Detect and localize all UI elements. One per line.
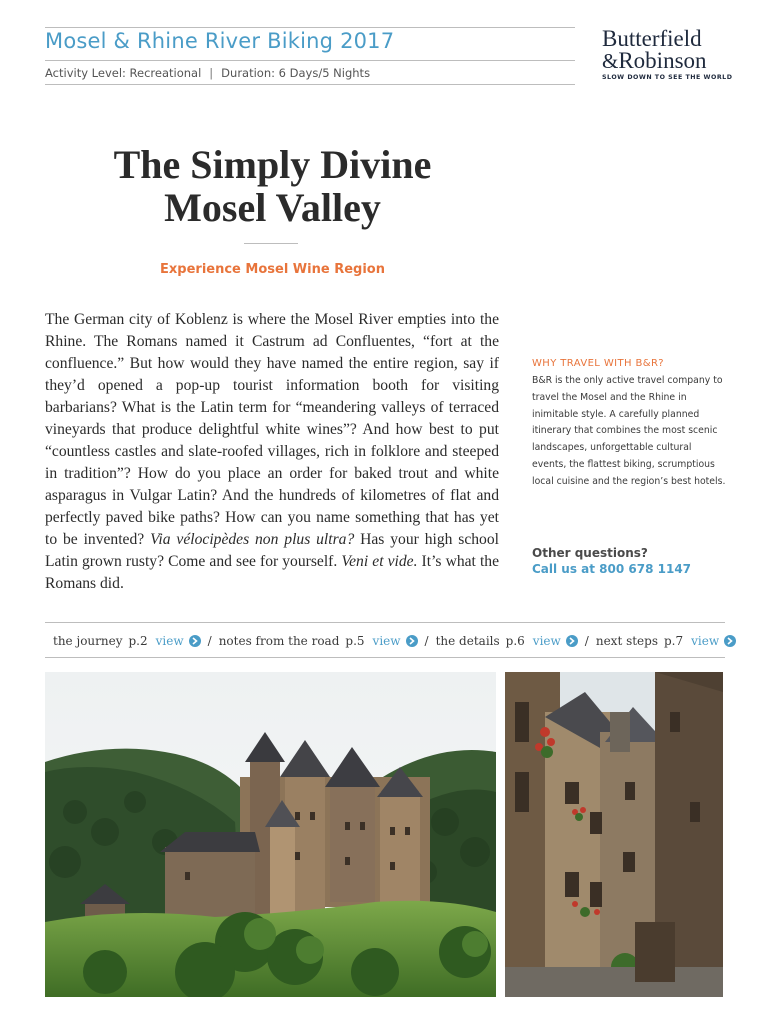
logo-wordmark-line2: [602, 50, 732, 72]
chevron-right-circle-icon[interactable]: [406, 635, 418, 647]
brand-logo: [602, 28, 732, 81]
trip-meta: [45, 66, 370, 80]
activity-level: Activity Level: Recreational: [45, 66, 202, 80]
logo-wordmark-line1: Butterfield: [602, 26, 702, 51]
header-middle-rule: [45, 60, 575, 61]
chevron-right-circle-icon[interactable]: [566, 635, 578, 647]
nav-item-notes: [219, 634, 418, 648]
logo-wordmark-robinson: Robinson: [618, 48, 707, 73]
call-us-link[interactable]: Call us at 800 678 1147: [532, 562, 692, 576]
nav-label: the journey: [53, 634, 123, 648]
nav-bottom-rule: [45, 657, 725, 658]
body-text-part2: Has your high school Latin grown rusty? Come and see for yourself.: [45, 531, 499, 570]
body-text-part3: It’s what the Romans did.: [45, 553, 500, 592]
logo-tagline: SLOW DOWN TO SEE THE WORLD: [602, 74, 733, 81]
page-title: The Simply Divine Mosel Valley: [113, 142, 432, 230]
nav-separator: /: [584, 634, 589, 648]
nav-separator: /: [424, 634, 429, 648]
intro-paragraph: [45, 309, 499, 595]
nav-label: notes from the road: [218, 634, 340, 648]
view-notes-link[interactable]: view: [372, 634, 401, 648]
page-subtitle: Experience Mosel Wine Region: [160, 262, 385, 277]
view-journey-link[interactable]: view: [155, 634, 184, 648]
view-next-steps-link[interactable]: view: [691, 634, 720, 648]
nav-item-details: [436, 634, 578, 648]
chevron-right-circle-icon[interactable]: [189, 635, 201, 647]
body-italic-phrase2: Veni et vide.: [341, 553, 418, 570]
body-text-part1: The German city of Koblenz is where the Mosel River empties into the Rhine. The Romans named it Castrum ad Confluentes, “fort at the confluence.” But how would they have named the entire region, say if they’d opened a pop-up tourist information booth for visiting barbarians? What is the Latin term for “meandering valleys of terraced vineyards that produce delightful white wines”? And how best to put “countless castles and slate-roofed villages, rich in folklore and steeped in tradition”? How do you place an order for baked trout and white asparagus in Vulgar Latin? And the hundreds of kilometres of flat and perfectly paved bike paths? How can you name something that has yet to be invented?: [45, 311, 499, 548]
header-bottom-rule: [45, 84, 575, 85]
trip-title: Mosel & Rhine River Biking 2017: [45, 29, 395, 53]
nav-item-next-steps: [596, 634, 736, 648]
nav-label: next steps: [595, 634, 658, 648]
chevron-right-circle-icon[interactable]: [724, 635, 736, 647]
castle-photo: [45, 672, 496, 997]
header-top-rule: [45, 27, 575, 28]
logo-ampersand: &: [602, 49, 619, 73]
nav-page-number: p.5: [345, 634, 365, 648]
section-nav: [53, 632, 736, 650]
nav-separator: /: [207, 634, 212, 648]
body-italic-phrase1: Via vélocipèdes non plus ultra?: [150, 531, 355, 548]
nav-page-number: p.7: [664, 634, 684, 648]
sidebar-text: B&R is the only active travel company to travel the Mosel and the Rhine in inimitable style. A carefully planned itinerary that combines the most scenic landscapes, unforgettable cultural events, the flattest biking, scrumptious local cuisine and the region’s best hotels.: [532, 375, 726, 487]
title-divider: [244, 243, 298, 244]
nav-item-journey: [53, 634, 201, 648]
view-details-link[interactable]: view: [532, 634, 561, 648]
questions-label: Other questions?: [532, 546, 648, 560]
nav-label: the details: [435, 634, 500, 648]
trip-duration: Duration: 6 Days/5 Nights: [221, 66, 371, 80]
village-street-photo: [505, 672, 723, 997]
nav-page-number: p.2: [128, 634, 148, 648]
nav-page-number: p.6: [505, 634, 525, 648]
sidebar-heading: WHY TRAVEL WITH B&R?: [532, 358, 665, 369]
nav-top-rule: [45, 622, 725, 623]
meta-separator: |: [209, 66, 214, 80]
